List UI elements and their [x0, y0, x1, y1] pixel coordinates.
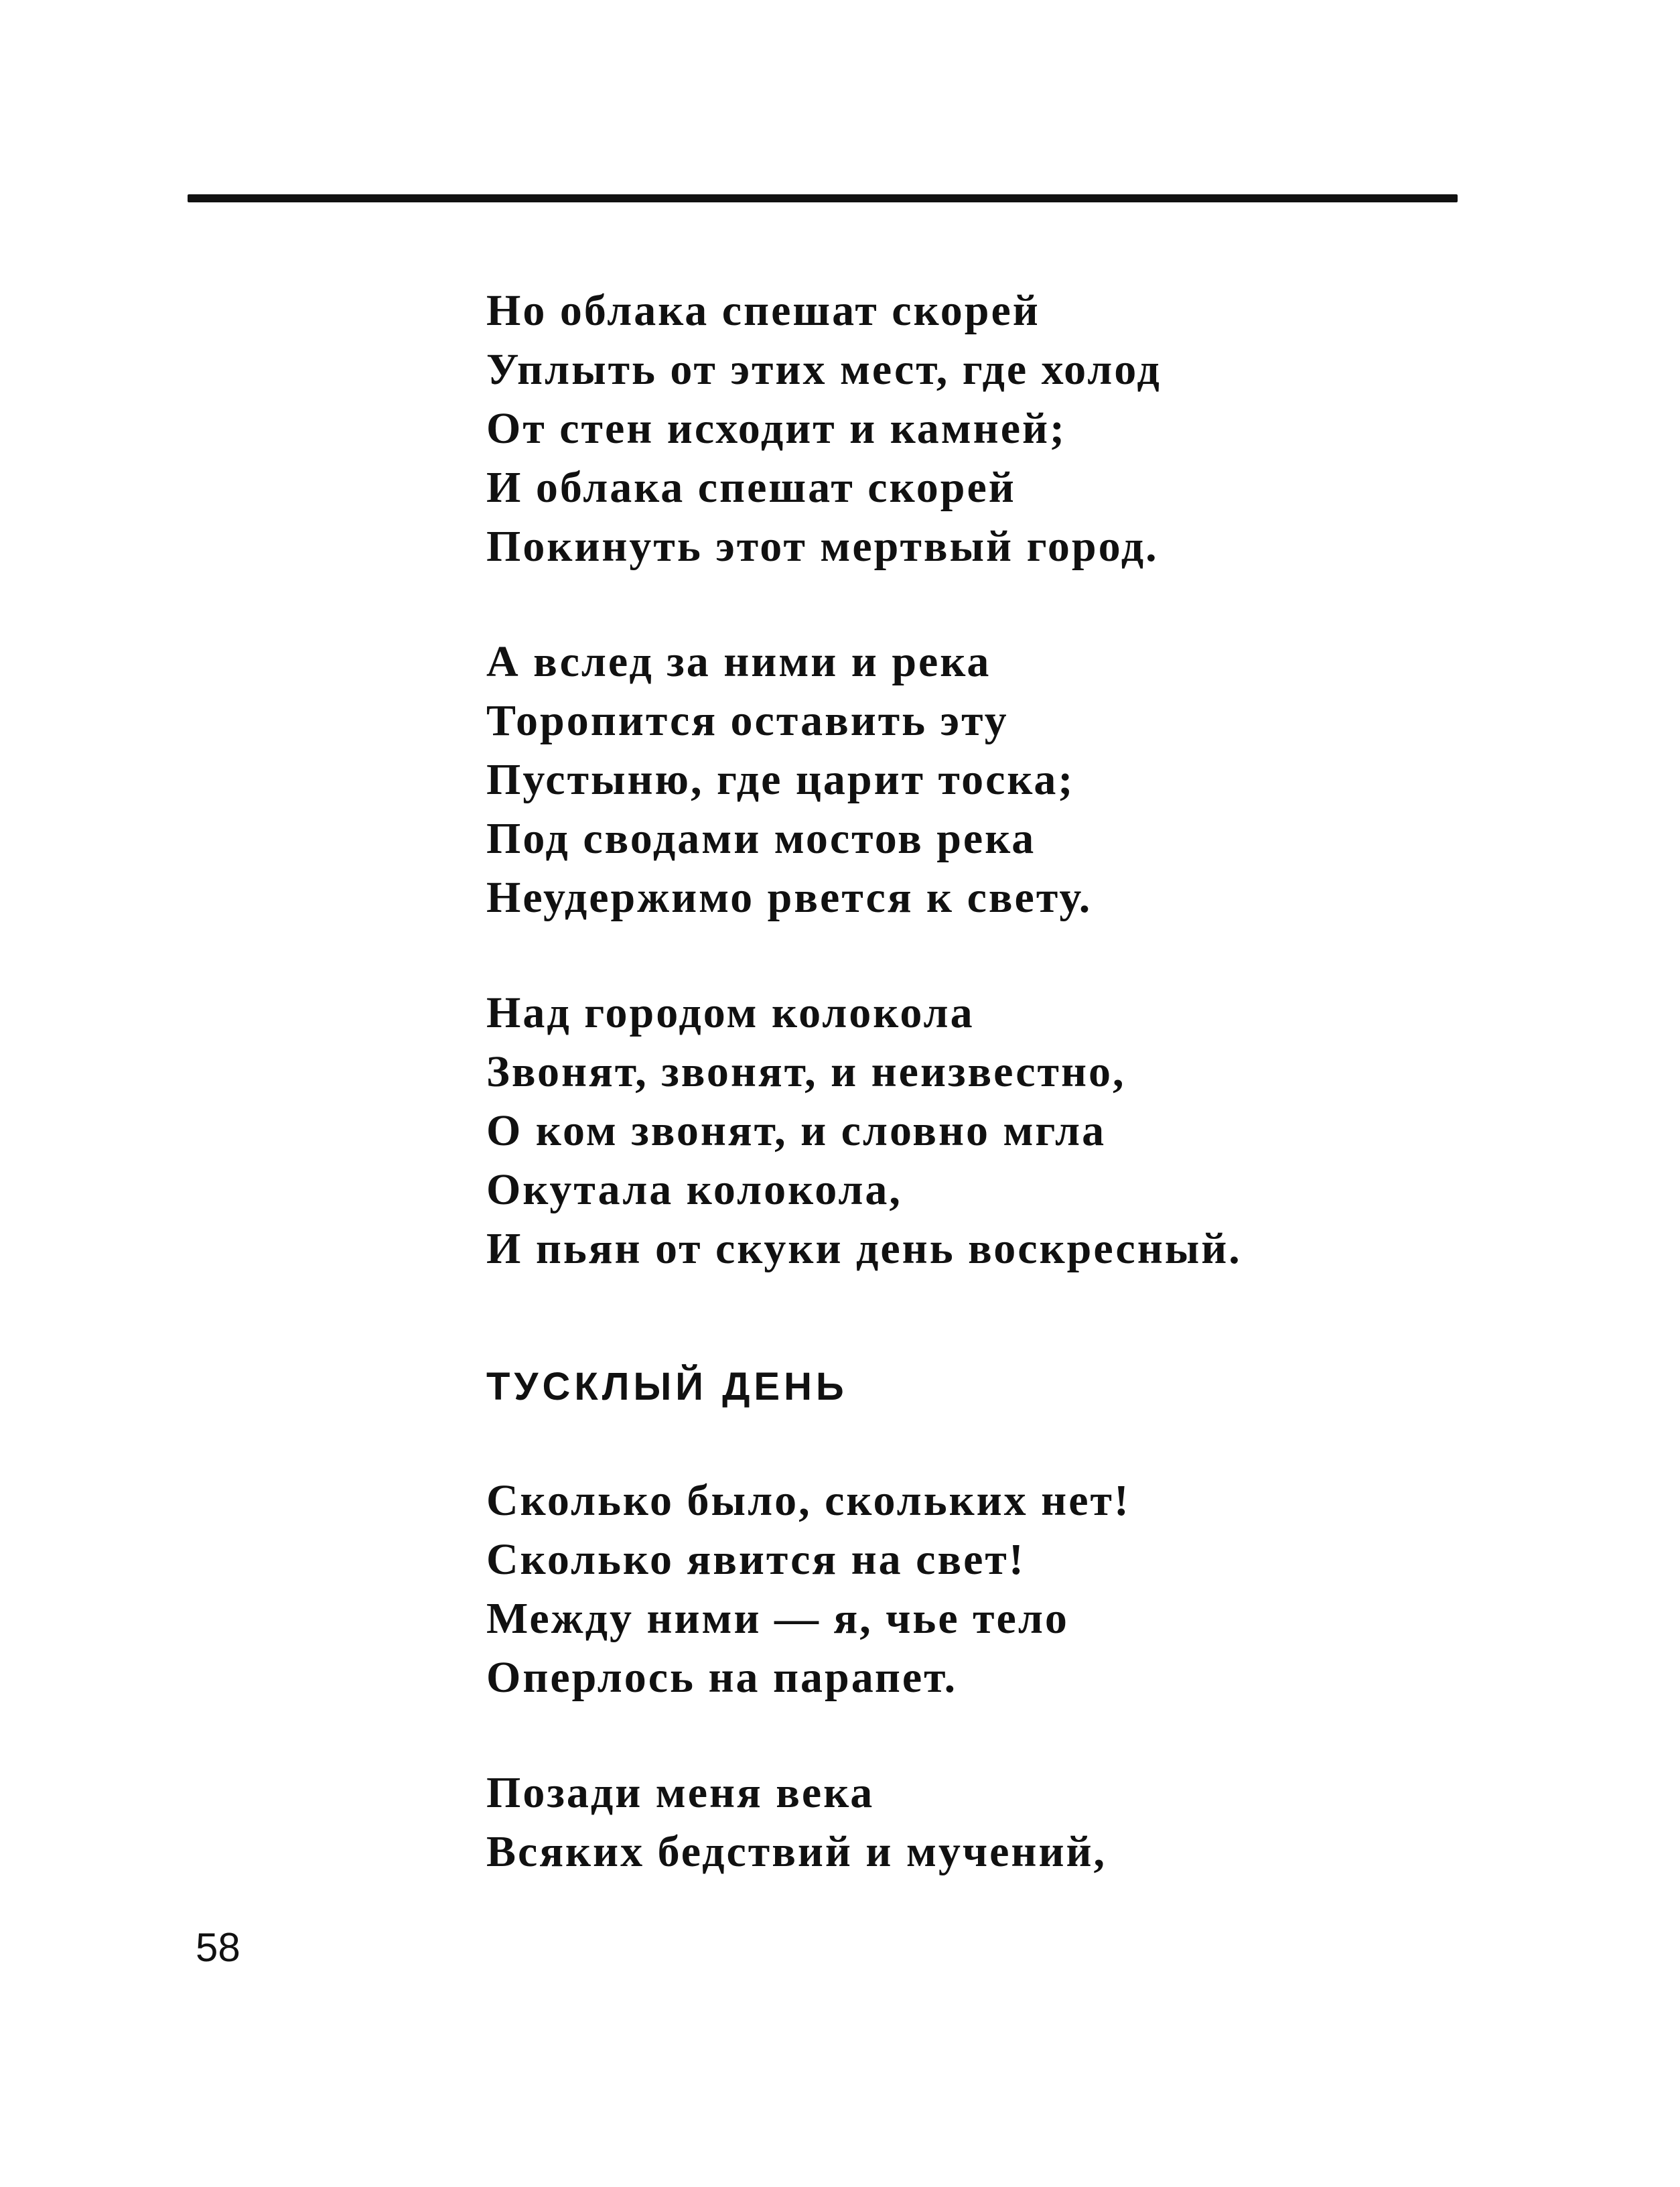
page-number: 58 [196, 1925, 240, 1970]
verse-line: И облака спешат скорей [486, 463, 1016, 512]
verse-line: Пустыню, где царит тоска; [486, 755, 1075, 804]
verse-line: Сколько явится на свет! [486, 1535, 1026, 1584]
verse-line: Но облака спешат скорей [486, 286, 1040, 335]
verse-line: И пьян от скуки день воскресный. [486, 1224, 1242, 1273]
stanza-2 [486, 633, 1491, 927]
verse-line: О ком звонят, и словно мгла [486, 1106, 1107, 1155]
verse-line: Окутала колокола, [486, 1165, 902, 1214]
verse-line: Между ними — я, чье тело [486, 1594, 1069, 1643]
verse-line: Уплыть от этих мест, где холод [486, 345, 1162, 394]
verse-line: Под сводами мостов река [486, 814, 1036, 863]
second-poem-stanza-1 [486, 1471, 1491, 1707]
verse-line: Покинуть этот мертвый город. [486, 522, 1159, 571]
verse-line: Неудержимо рвется к свету. [486, 873, 1093, 922]
top-rule [188, 194, 1458, 202]
second-poem-stanza-2 [486, 1764, 1491, 1881]
poem-title: ТУСКЛЫЙ ДЕНЬ [486, 1365, 848, 1408]
verse-line: Торопится оставить эту [486, 696, 1009, 745]
verse-line: Всяких бедствий и мучений, [486, 1827, 1107, 1876]
verse-line: Оперлось на парапет. [486, 1653, 958, 1702]
stanza-1 [486, 281, 1491, 576]
stanza-3 [486, 984, 1491, 1278]
verse-line: Сколько было, скольких нет! [486, 1476, 1131, 1525]
verse-line: Звонят, звонят, и неизвестно, [486, 1047, 1126, 1096]
verse-line: А вслед за ними и река [486, 637, 991, 686]
verse-line: Над городом колокола [486, 988, 975, 1037]
verse-line: От стен исходит и камней; [486, 404, 1067, 453]
verse-line: Позади меня века [486, 1768, 875, 1817]
